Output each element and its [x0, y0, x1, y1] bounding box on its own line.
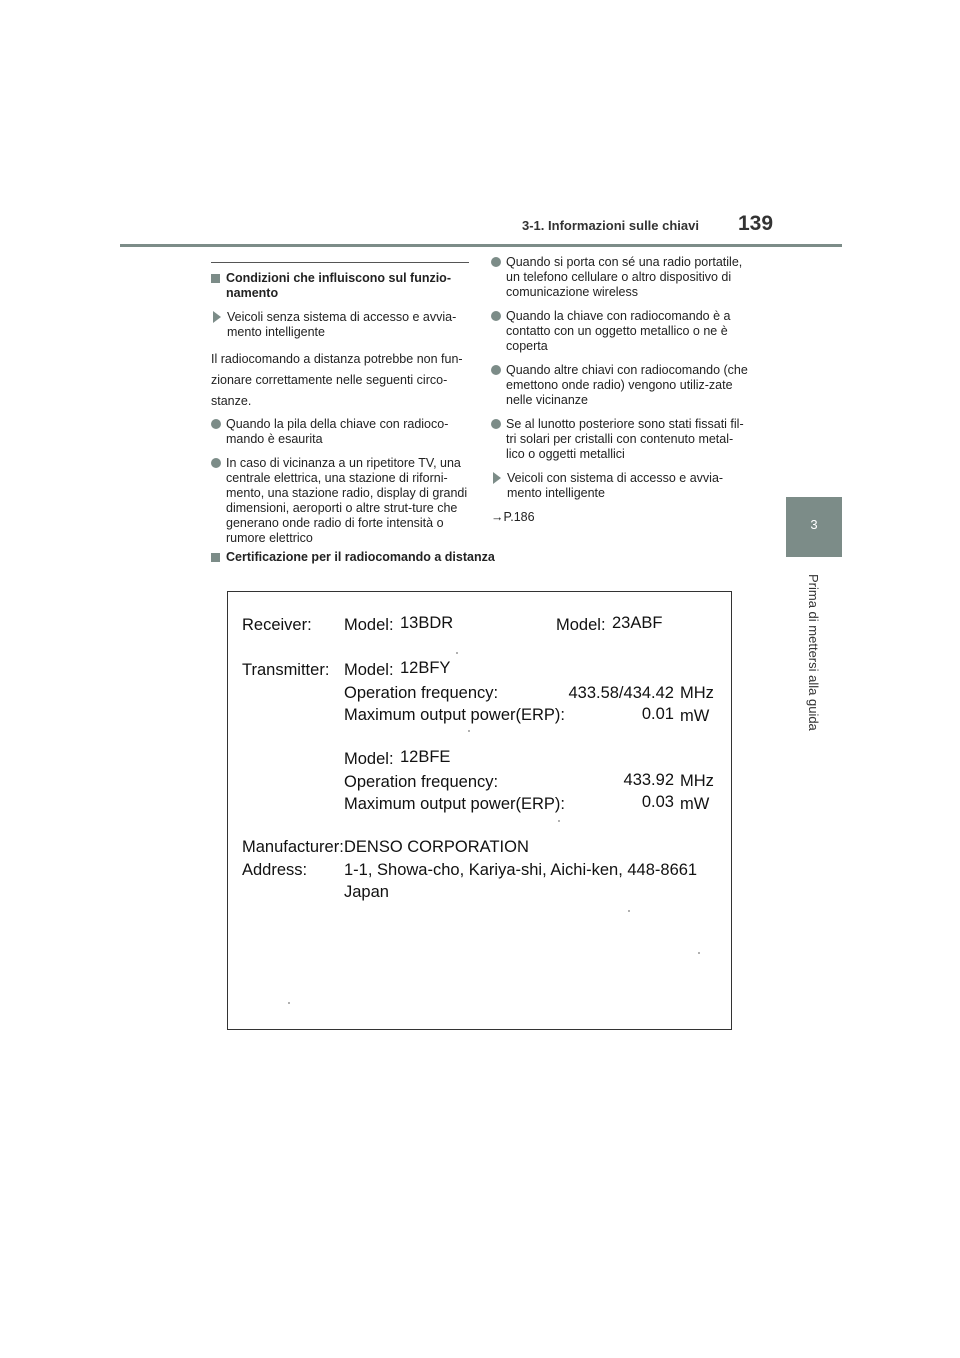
chapter-label: Prima di mettersi alla guida: [806, 574, 821, 731]
address-line-2: Japan: [344, 883, 389, 901]
right-column: [491, 255, 749, 525]
power-unit: mW: [680, 707, 710, 725]
manufacturer-label: Manufacturer:: [242, 838, 344, 856]
certification-label: [227, 591, 732, 1030]
power-label: Maximum output power(ERP):: [344, 706, 565, 724]
scan-speck: [558, 820, 560, 822]
scan-speck: [288, 1002, 290, 1004]
heading-text: Condizioni che influiscono sul funzio-namento: [226, 271, 451, 300]
manufacturer-name: DENSO CORPORATION: [344, 838, 529, 856]
circle-bullet-icon: [491, 311, 501, 321]
address-line-1: 1-1, Showa-cho, Kariya-shi, Aichi-ken, 448-8661: [344, 861, 698, 879]
list-item-text: Se al lunotto posteriore sono stati fissati fil-tri solari per cristalli con contenuto metal-lico o oggetti metallici: [506, 417, 744, 461]
frequency-label: Operation frequency:: [344, 684, 499, 702]
intro-line: Il radiocomando a distanza potrebbe non fun-: [211, 352, 463, 366]
circle-bullet-icon: [491, 419, 501, 429]
transmitter-1-power: 0.01: [641, 705, 674, 723]
power-label: Maximum output power(ERP):: [344, 795, 565, 813]
sub-heading-text: Veicoli senza sistema di accesso e avvia-mento intelligente: [227, 310, 457, 339]
frequency-label: Operation frequency:: [344, 773, 499, 791]
transmitter-1-frequency: 433.58/434.42: [568, 684, 674, 702]
frequency-unit: MHz: [680, 772, 714, 790]
list-item: [211, 417, 469, 447]
list-item-text: Quando la pila della chiave con radioco-mando è esaurita: [226, 417, 449, 446]
model-label: Model:: [344, 661, 394, 679]
model-label: Model:: [344, 616, 394, 634]
page-number: 139: [738, 212, 774, 235]
receiver-label: Receiver:: [242, 616, 312, 634]
sub-heading: [211, 310, 469, 340]
list-item: [491, 417, 749, 462]
model-label: Model:: [344, 750, 394, 768]
list-item: [491, 363, 749, 408]
section-heading: [211, 271, 469, 301]
address-label: Address:: [242, 861, 308, 879]
triangle-bullet-icon: [493, 472, 501, 484]
intro-paragraph: [211, 349, 469, 412]
model-label: Model:: [556, 616, 606, 634]
transmitter-label: Transmitter:: [242, 661, 330, 679]
scan-speck: [628, 910, 630, 912]
list-item-text: Quando altre chiavi con radiocomando (che emettono onde radio) vengono utiliz-zate nelle vicinanze: [506, 363, 748, 407]
list-item-text: In caso di vicinanza a un ripetitore TV, una centrale elettrica, una stazione di riforni-mento, una stazione radio, display di grandi dimensioni, aeroporti o altre strut-ture che generano onde radio di forte intensità o rumore elettrico: [226, 456, 468, 545]
column-rule: [211, 262, 469, 263]
scan-speck: [468, 730, 470, 732]
circle-bullet-icon: [211, 419, 221, 429]
circle-bullet-icon: [491, 257, 501, 267]
left-column: [211, 262, 469, 555]
chapter-number: 3: [810, 517, 818, 532]
square-bullet-icon: [211, 274, 220, 283]
transmitter-2-frequency: 433.92: [623, 771, 674, 789]
page-reference-link[interactable]: →P.186: [491, 510, 535, 524]
certification-heading-text: Certificazione per il radiocomando a distanza: [226, 550, 495, 564]
list-item-text: Quando la chiave con radiocomando è a contatto con un oggetto metallico o ne è coperta: [506, 309, 731, 353]
transmitter-2-power: 0.03: [641, 793, 674, 811]
intro-line: zionare correttamente nelle seguenti circo-: [211, 373, 448, 387]
transmitter-2-model: 12BFE: [400, 748, 451, 766]
header-divider: [120, 244, 842, 247]
frequency-unit: MHz: [680, 684, 714, 702]
section-title: 3-1. Informazioni sulle chiavi: [522, 218, 699, 233]
list-item-text: Quando si porta con sé una radio portatile, un telefono cellulare o altro dispositivo di comunicazione wireless: [506, 255, 743, 299]
power-unit: mW: [680, 795, 710, 813]
circle-bullet-icon: [211, 458, 221, 468]
sub-heading-text: Veicoli con sistema di accesso e avvia-mento intelligente: [507, 471, 724, 500]
certification-heading: [211, 550, 495, 564]
sub-heading: [491, 471, 749, 501]
list-item: [491, 255, 749, 300]
scan-speck: [698, 952, 700, 954]
circle-bullet-icon: [491, 365, 501, 375]
list-item: [211, 456, 469, 546]
list-item: [491, 309, 749, 354]
square-bullet-icon: [211, 553, 220, 562]
receiver-model-2: 23ABF: [612, 614, 663, 632]
intro-line: stanze.: [211, 394, 252, 408]
scan-speck: [456, 652, 458, 654]
triangle-bullet-icon: [213, 311, 221, 323]
receiver-model-1: 13BDR: [400, 614, 454, 632]
transmitter-1-model: 12BFY: [400, 659, 451, 677]
